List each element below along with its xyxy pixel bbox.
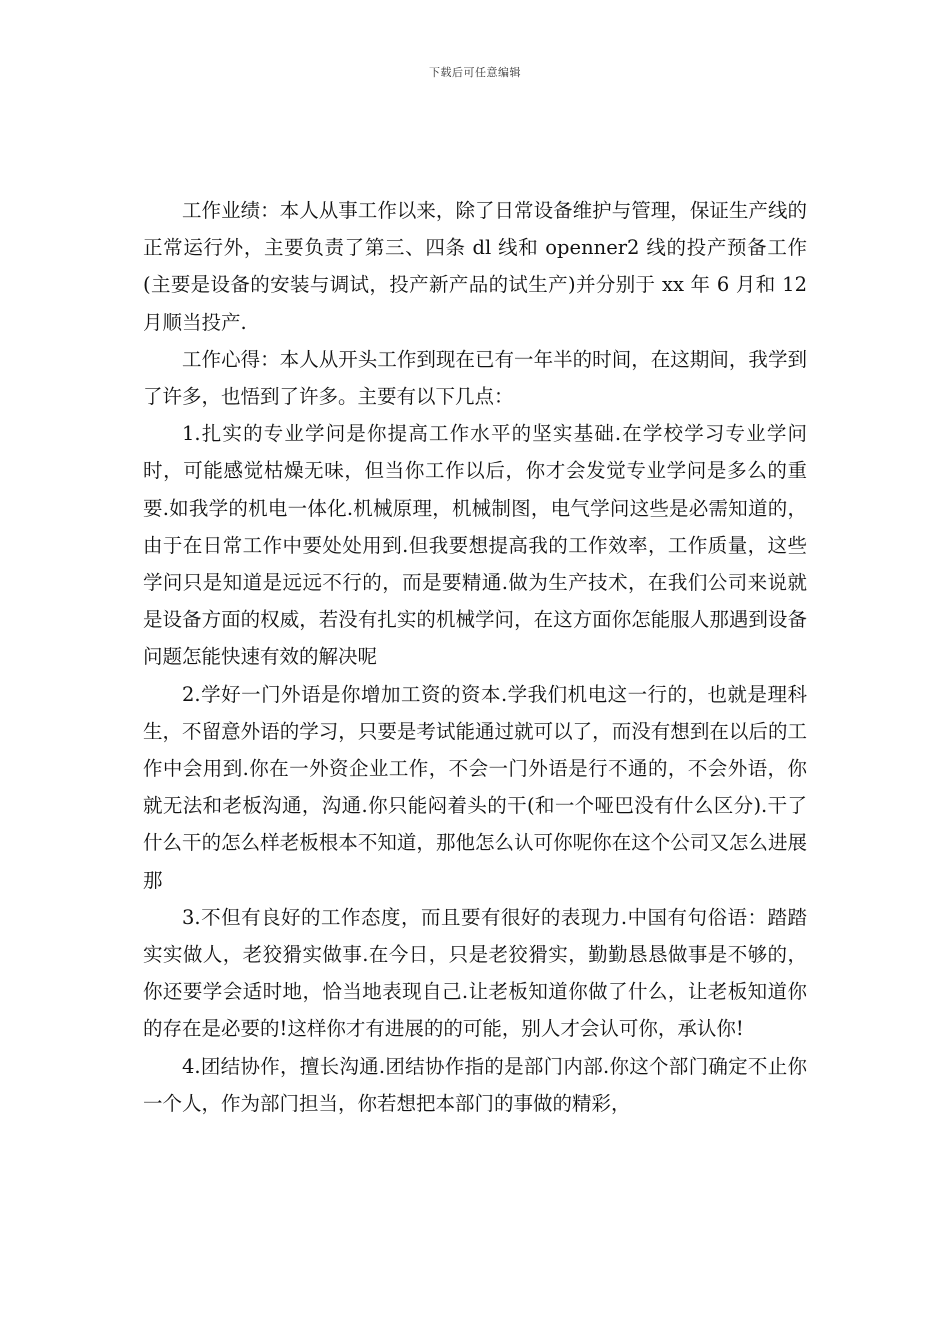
paragraph-point-2: 2.学好一门外语是你增加工资的资本.学我们机电这一行的，也就是理科生，不留意外语的学习，只要是考试能通过就可以了，而没有想到在以后的工作中会用到.你在一外资企业工作，不会一门外语是行不通的，不会外语，你就无法和老板沟通，沟通.你只能闷着头的干(和一个哑巴没有什么区分).干了什么干的怎么样老板根本不知道，那他怎么认可你呢你在这个公司又怎么进展那 <box>143 682 807 892</box>
paragraph-point-1: 1.扎实的专业学问是你提高工作水平的坚实基础.在学校学习专业学问时，可能感觉枯燥无味，但当你工作以后，你才会发觉专业学问是多么的重要.如我学的机电一体化.机械原理，机械制图，电气学问这些是必需知道的，由于在日常工作中要处处用到.但我要想提高我的工作效率，工作质量，这些学问只是知道是远远不行的，而是要精通.做为生产技术，在我们公司来说就是设备方面的权威，若没有扎实的机械学问，在这方面你怎能服人那遇到设备问题怎能快速有效的解决呢 <box>143 422 807 669</box>
page-header: 下载后可任意编辑 <box>429 66 521 79</box>
paragraph-point-4: 4.团结协作，擅长沟通.团结协作指的是部门内部.你这个部门确定不止你一个人，作为部门担当，你若想把本部门的事做的精彩， <box>143 1054 807 1115</box>
paragraph-point-3: 3.不但有良好的工作态度，而且要有很好的表现力.中国有句俗语：踏踏实实做人，老狡猾实做事.在今日，只是老狡猾实，勤勤恳恳做事是不够的，你还要学会适时地，恰当地表现自己.让老板知道你做了什么，让老板知道你的存在是必要的!这样你才有进展的的可能，别人才会认可你，承认你! <box>143 905 807 1041</box>
paragraph-work-achievements: 工作业绩：本人从事工作以来，除了日常设备维护与管理，保证生产线的正常运行外，主要负责了第三、四条 dl 线和 openner2 线的投产预备工作(主要是设备的安装与调试，投产新产品的试生产)并分别于 xx 年 6 月和 12 月顺当投产. <box>143 199 807 334</box>
document-body <box>143 192 807 1122</box>
paragraph-work-experience: 工作心得：本人从开头工作到现在已有一年半的时间，在这期间，我学到了许多，也悟到了许多。主要有以下几点： <box>143 347 807 409</box>
